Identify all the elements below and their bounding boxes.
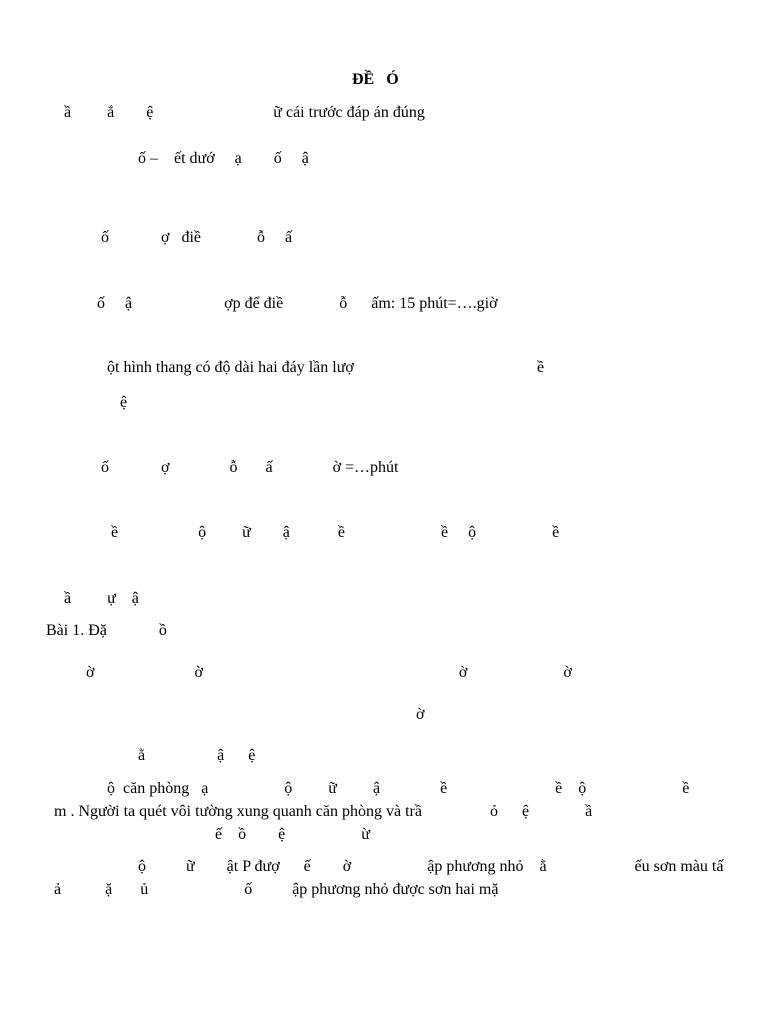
document-title: ĐỀ Ó	[352, 71, 399, 88]
bai-2-line-3: ế ồ ệ ừ	[215, 826, 370, 843]
bai-3-line-2: ả ặ ủ ố ập phương nhỏ được sơn hai mặ	[54, 881, 499, 898]
question-6: ề ộ ữ ậ ề ề ộ ề	[111, 524, 560, 541]
part1-heading: ầ ắ ệ ữ cái trước đáp án đúng	[64, 104, 425, 121]
bai-3-line-1: ộ ữ ật P đượ ế ờ ập phương nhỏ ằ ếu sơn màu tấ	[138, 858, 724, 875]
question-4-line-1-right: ề	[537, 359, 545, 376]
question-1: ố – ết dướ ạ ố ậ	[138, 150, 309, 167]
bai-2-heading: ằ ậ ệ	[138, 747, 256, 764]
bai-2-line-2: m . Người ta quét vôi tường xung quanh căn phòng và trầ ỏ ệ ầ	[54, 803, 593, 820]
question-4-line-2: ệ	[120, 394, 128, 411]
bai-2-line-1: ộ căn phòng ạ ộ ữ ậ ề ề ộ ề	[107, 780, 690, 797]
question-4-line-1: ột hình thang có độ dài hai đáy lần lượ	[107, 359, 354, 376]
bai-1-row-2: ờ	[416, 706, 425, 723]
question-3: ố ậ ợp để điề ỗ ấm: 15 phút=….giờ	[97, 295, 498, 312]
question-5: ố ợ ỗ ấ ờ =…phút	[101, 459, 399, 476]
part2-heading: ầ ự ậ	[64, 590, 139, 607]
bai-1-heading: Bài 1. Đặ ồ	[46, 622, 167, 639]
bai-1-row-1: ờ ờ ờ ờ	[86, 664, 572, 681]
question-2: ố ợ điề ỗ ấ	[101, 229, 293, 246]
